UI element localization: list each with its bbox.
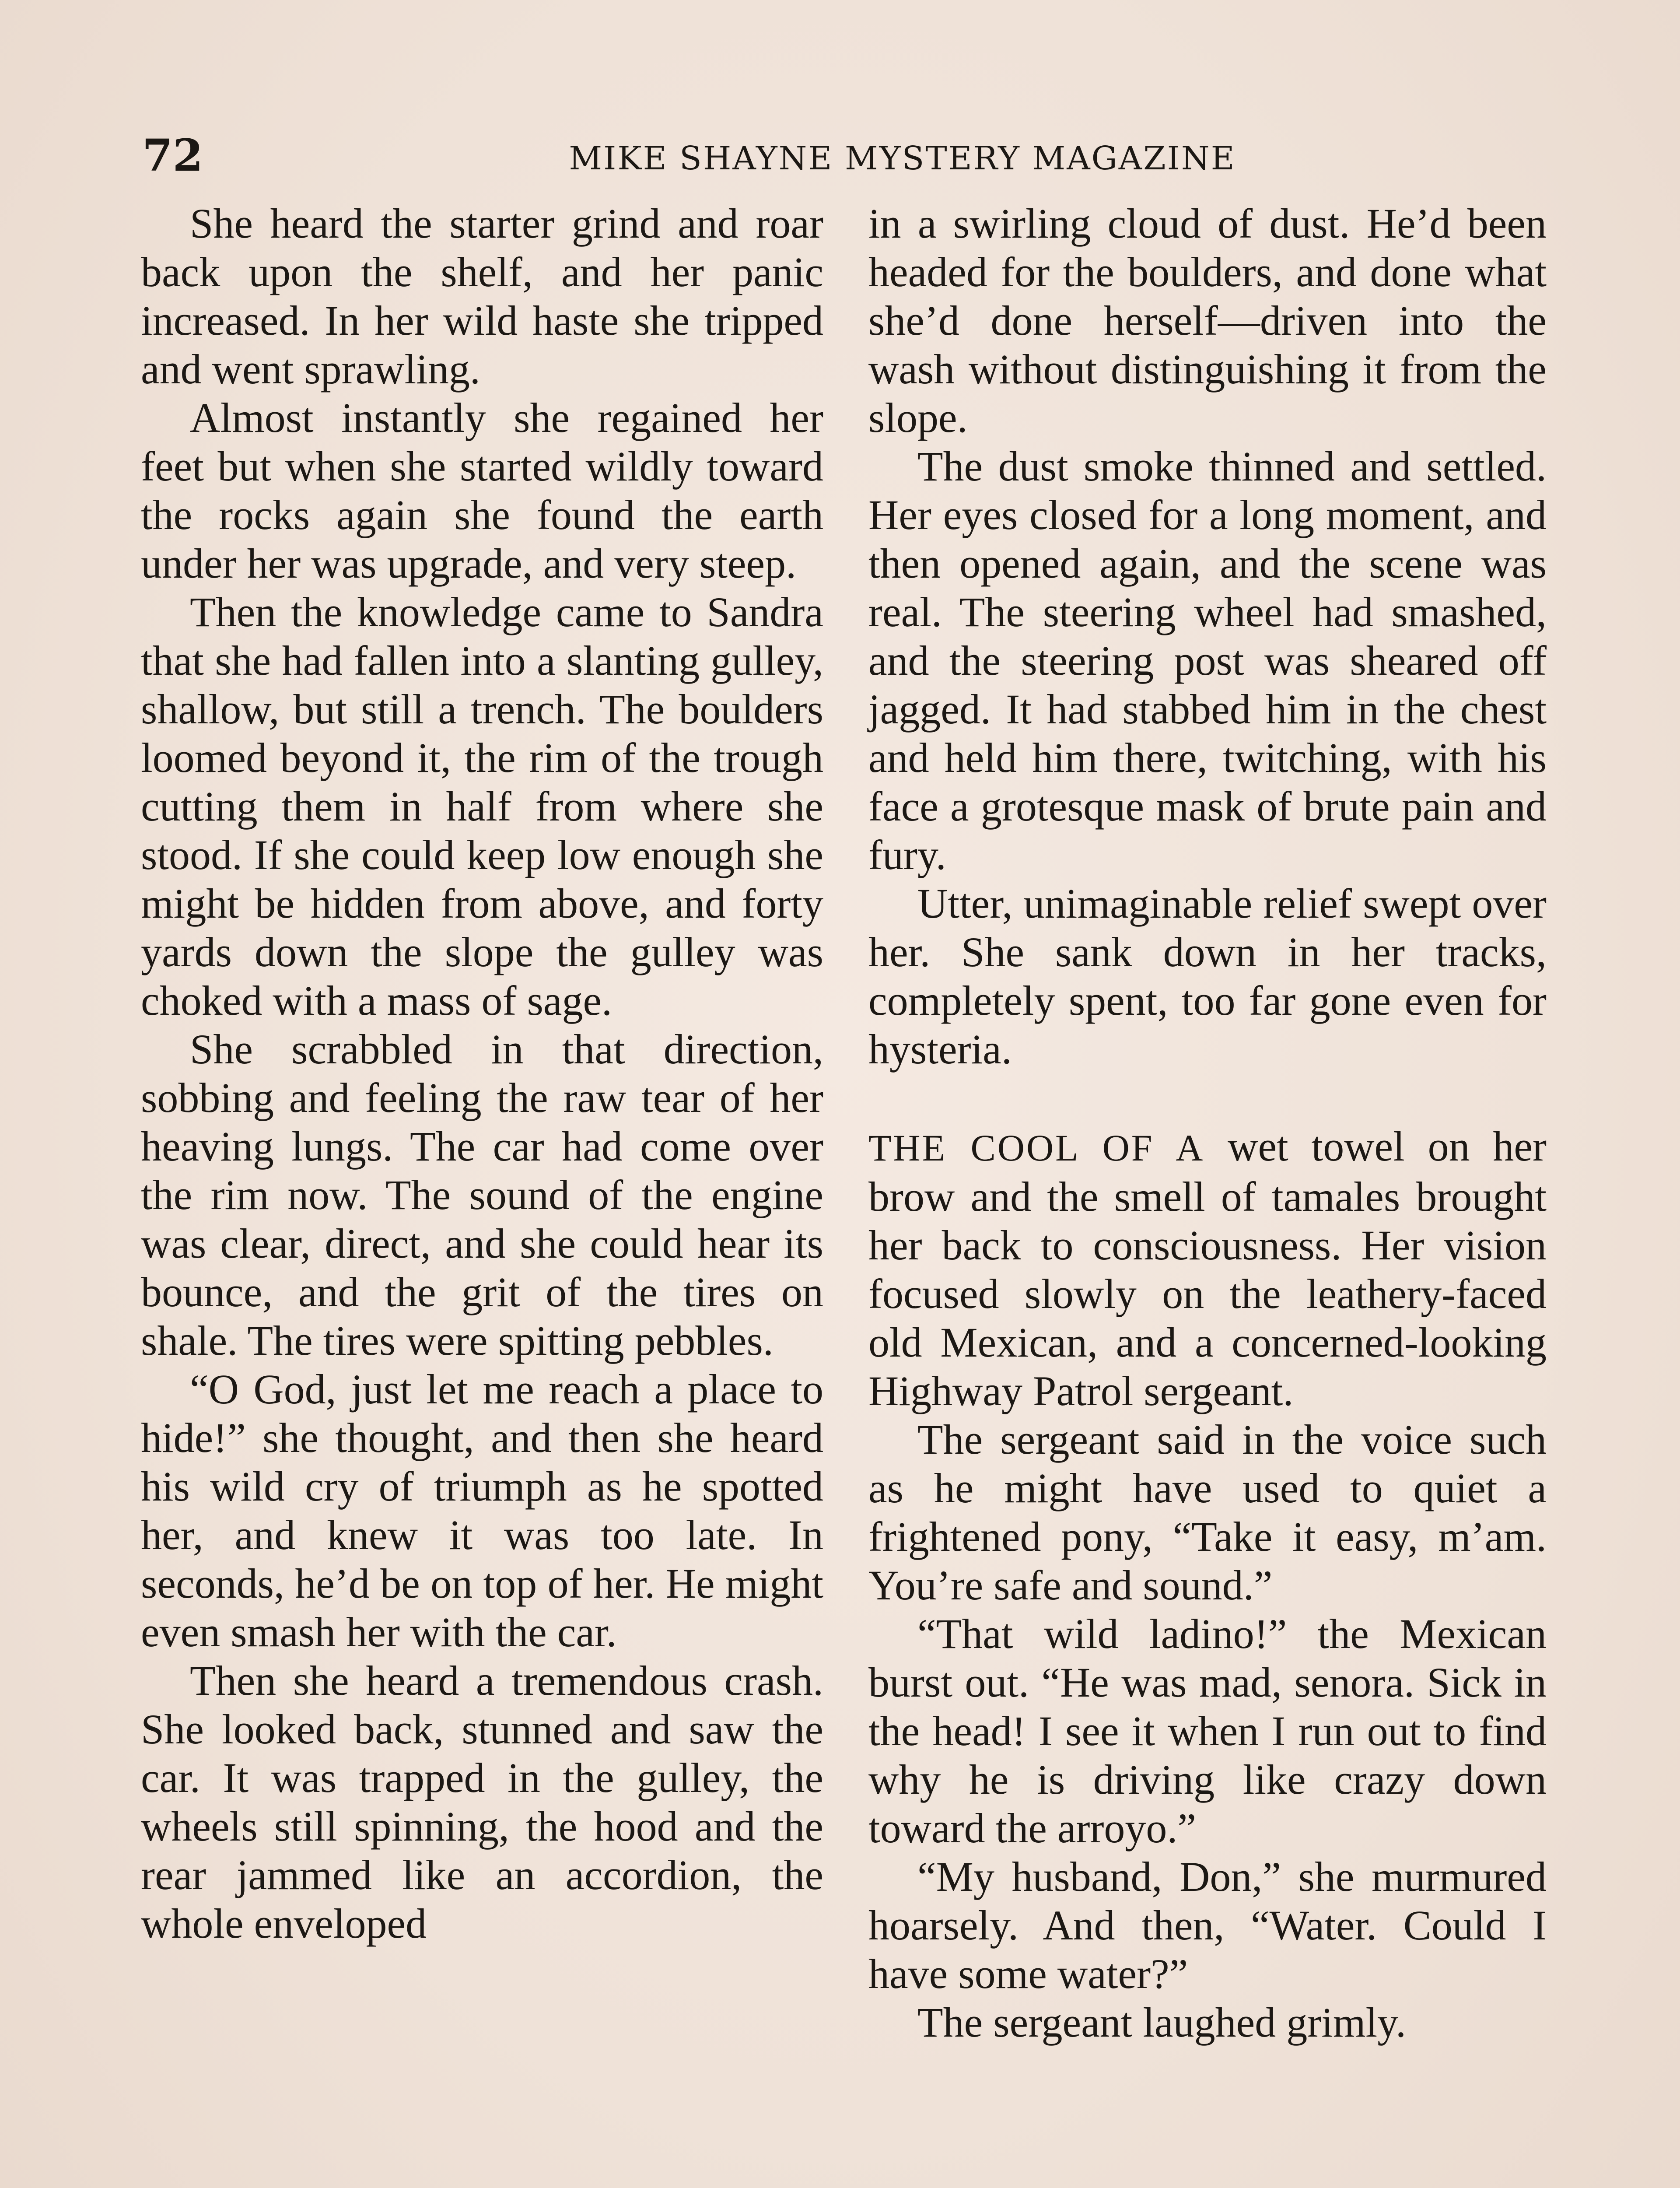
section-opening-paragraph xyxy=(868,1122,1547,1415)
paragraph: She heard the starter grind and roar back upon the shelf, and her panic increased. In her wild haste she tripped and went sprawling. xyxy=(141,200,823,393)
paragraph: “My husband, Don,” she murmured hoarsely. And then, “Water. Could I have some water?” xyxy=(868,1853,1547,1997)
paragraph: The dust smoke thinned and settled. Her eyes closed for a long moment, and then opened again, and the scene was real. The steering wheel had smashed, and the steering post was sheared off jagged. It had stabbed him in the chest and held him there, twitching, with his face a grotesque mask of brute pain and fury. xyxy=(868,443,1547,878)
paragraph: She scrabbled in that direction, sobbing and feeling the raw tear of her heaving lungs. The car had come over the rim now. The sound of the engine was clear, direct, and she could hear its bounce, and the grit of the tires on shale. The tires were spitting pebbles. xyxy=(141,1026,823,1364)
page-number: 72 xyxy=(142,130,203,181)
paragraph-continued: in a swirling cloud of dust. He’d been headed for the boulders, and done what she’d done herself—driven into the wash without distinguishing it from the slope. xyxy=(868,200,1547,441)
paragraph: “That wild ladino!” the Mexican burst out. “He was mad, senora. Sick in the head! I see it when I run out to find why he is driving like crazy down toward the arroyo.” xyxy=(868,1610,1547,1851)
page-header xyxy=(142,131,1522,179)
running-head: MIKE SHAYNE MYSTERY MAGAZINE xyxy=(569,140,1236,177)
section-opening-text: wet towel on her brow and the smell of tamales brought her back to consciousness. Her vision focused slowly on the leathery-faced old Mexican, and a concerned-looking Highway Patrol sergeant. xyxy=(868,1123,1547,1414)
paragraph: Then the knowledge came to Sandra that she had fallen into a slanting gulley, shallow, but still a trench. The boulders loomed beyond it, the rim of the trough cutting them in half from where she stood. If she could keep low enough she might be hidden from above, and forty yards down the slope the gulley was choked with a mass of sage. xyxy=(141,589,823,1024)
paragraph: The sergeant said in the voice such as he might have used to quiet a frightened pony, “Take it easy, m’am. You’re safe and sound.” xyxy=(868,1416,1547,1609)
paragraph: “O God, just let me reach a place to hide!” she thought, and then she heard his wild cry of triumph as he spotted her, and knew it was too late. In seconds, he’d be on top of her. He might even smash her with the car. xyxy=(141,1366,823,1655)
paragraph: Almost instantly she regained her feet but when she started wildly toward the rocks again she found the earth under her was upgrade, and very steep. xyxy=(141,394,823,587)
section-break xyxy=(868,1073,1547,1122)
paragraph: Utter, unimaginable relief swept over her. She sank down in her tracks, completely spent, too far gone even for hysteria. xyxy=(868,880,1547,1073)
paragraph: The sergeant laughed grimly. xyxy=(917,1999,1406,2046)
section-lead-in: THE COOL OF A xyxy=(868,1127,1205,1169)
paragraph: Then she heard a tremendous crash. She looked back, stunned and saw the car. It was trapped in the gulley, the wheels still spinning, the hood and the rear jammed like an accordion, the whole enveloped xyxy=(141,1657,823,1947)
left-column xyxy=(141,199,823,1948)
right-column xyxy=(868,199,1547,2047)
